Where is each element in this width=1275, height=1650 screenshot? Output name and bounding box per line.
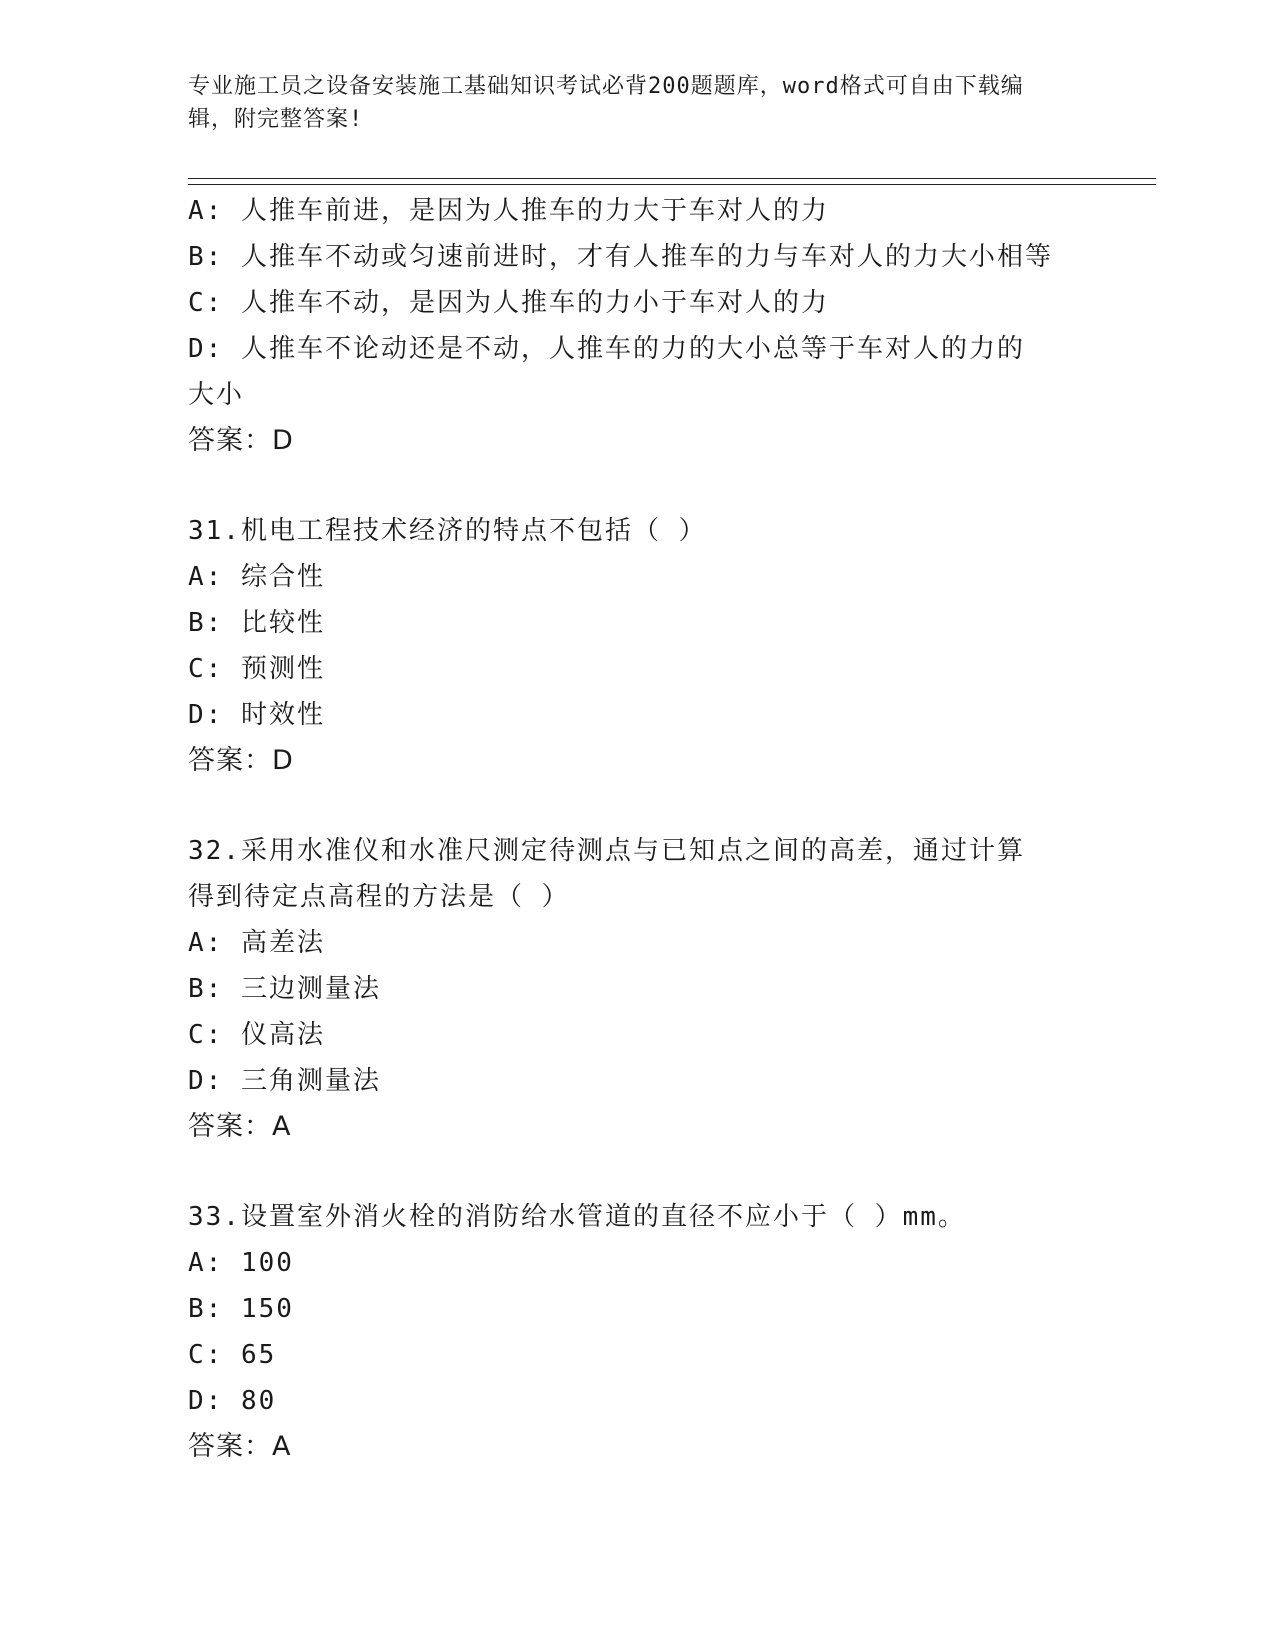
question-text: 31.机电工程技术经济的特点不包括（ ）	[188, 516, 707, 546]
question-31	[188, 508, 1088, 784]
option-d: D: 80	[188, 1386, 277, 1416]
answer-label: 答案：A	[188, 1431, 292, 1462]
answer-label: 答案：D	[188, 425, 294, 456]
header-divider-top	[188, 178, 1156, 179]
option-d: D: 时效性	[188, 700, 325, 730]
question-32	[188, 828, 1088, 1150]
option-a: A: 综合性	[188, 562, 325, 592]
option-b: B: 三边测量法	[188, 974, 381, 1004]
option-c: C: 预测性	[188, 654, 325, 684]
question-30-continued	[188, 188, 1088, 464]
option-c: C: 仪高法	[188, 1020, 325, 1050]
option-b: B: 比较性	[188, 608, 325, 638]
option-d: D: 三角测量法	[188, 1066, 381, 1096]
answer-label: 答案：D	[188, 745, 294, 776]
spacer	[188, 464, 1088, 508]
question-text: 33.设置室外消火栓的消防给水管道的直径不应小于（ ）mm。	[188, 1202, 966, 1232]
question-text: 32.采用水准仪和水准尺测定待测点与已知点之间的高差，通过计算得到待定点高程的方法是（ ）	[188, 836, 1025, 912]
option-c: C: 65	[188, 1340, 277, 1370]
option-b: B: 人推车不动或匀速前进时，才有人推车的力与车对人的力大小相等	[188, 242, 1053, 272]
option-c: C: 人推车不动，是因为人推车的力小于车对人的力	[188, 288, 829, 318]
option-a: A: 人推车前进，是因为人推车的力大于车对人的力	[188, 196, 829, 226]
question-list	[188, 188, 1088, 1470]
option-a: A: 100	[188, 1248, 294, 1278]
option-b: B: 150	[188, 1294, 294, 1324]
document-header: 专业施工员之设备安装施工基础知识考试必背200题题库，word格式可自由下载编辑，附完整答案!	[188, 74, 1024, 132]
option-a: A: 高差法	[188, 928, 325, 958]
question-33	[188, 1194, 1088, 1470]
spacer	[188, 1150, 1088, 1194]
spacer	[188, 784, 1088, 828]
header-divider-bottom	[188, 184, 1156, 185]
answer-label: 答案：A	[188, 1111, 292, 1142]
option-d: D: 人推车不论动还是不动，人推车的力的大小总等于车对人的力的大小	[188, 334, 1025, 410]
